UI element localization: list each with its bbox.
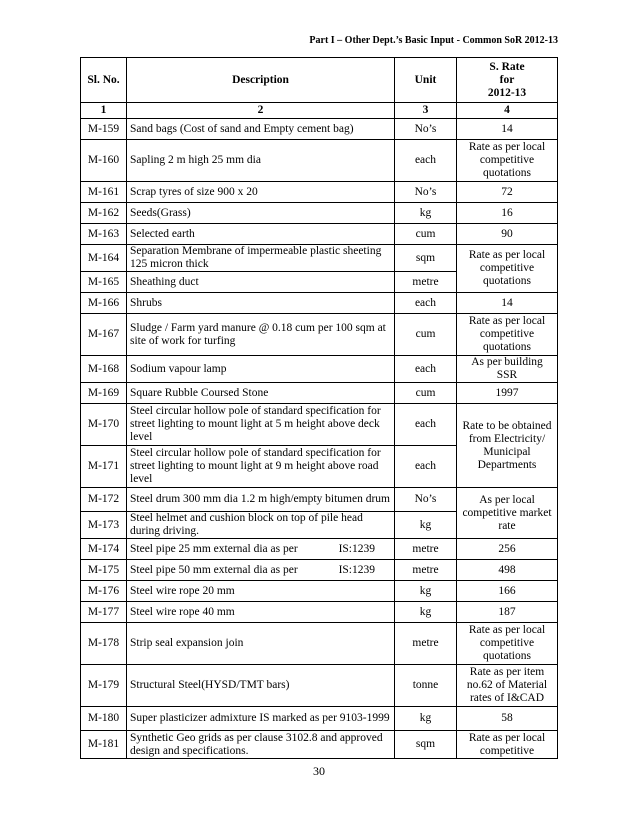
description-cell: Sand bags (Cost of sand and Empty cement bag) bbox=[127, 119, 395, 140]
unit-cell: kg bbox=[395, 581, 457, 602]
unit-cell: No’s bbox=[395, 182, 457, 203]
rate-cell: 1997 bbox=[457, 383, 558, 404]
table-body bbox=[81, 119, 558, 759]
table-row bbox=[81, 560, 558, 581]
sl-no-cell: M-176 bbox=[81, 581, 127, 602]
description-cell: Separation Membrane of impermeable plastic sheeting 125 micron thick bbox=[127, 245, 395, 272]
col-unit-header: Unit bbox=[395, 58, 457, 103]
unit-cell: kg bbox=[395, 707, 457, 731]
description-text: Steel pipe 50 mm external dia as per bbox=[130, 563, 298, 576]
table-row bbox=[81, 623, 558, 665]
rate-cell: Rate as per local competitive quotations bbox=[457, 245, 558, 293]
table-row bbox=[81, 539, 558, 560]
description-cell: Square Rubble Coursed Stone bbox=[127, 383, 395, 404]
rate-cell: 72 bbox=[457, 182, 558, 203]
page-number: 30 bbox=[313, 764, 325, 778]
description-cell: Shrubs bbox=[127, 293, 395, 314]
unit-cell: metre bbox=[395, 272, 457, 293]
table-row bbox=[81, 356, 558, 383]
rate-cell: As per local competitive market rate bbox=[457, 488, 558, 539]
unit-cell: No’s bbox=[395, 119, 457, 140]
unit-cell: kg bbox=[395, 512, 457, 539]
header-row bbox=[81, 58, 558, 103]
index-cell: 2 bbox=[127, 103, 395, 119]
unit-cell: each bbox=[395, 140, 457, 182]
unit-cell: metre bbox=[395, 560, 457, 581]
description-cell: Steel circular hollow pole of standard specification for street lighting to mount light at 9 m height above road level bbox=[127, 446, 395, 488]
rate-cell: 90 bbox=[457, 224, 558, 245]
rate-cell: 16 bbox=[457, 203, 558, 224]
table-row bbox=[81, 665, 558, 707]
sl-no-cell: M-163 bbox=[81, 224, 127, 245]
description-cell: Sapling 2 m high 25 mm dia bbox=[127, 140, 395, 182]
page-header: Part I – Other Dept.’s Basic Input - Common SoR 2012-13 bbox=[309, 35, 558, 46]
table-row bbox=[81, 488, 558, 512]
unit-cell: cum bbox=[395, 224, 457, 245]
col-rate-header: S. Rate for 2012-13 bbox=[457, 58, 558, 103]
sl-no-cell: M-181 bbox=[81, 731, 127, 759]
unit-cell: each bbox=[395, 356, 457, 383]
table-row bbox=[81, 581, 558, 602]
description-cell: Sludge / Farm yard manure @ 0.18 cum per 100 sqm at site of work for turfing bbox=[127, 314, 395, 356]
rate-cell: 166 bbox=[457, 581, 558, 602]
unit-cell: tonne bbox=[395, 665, 457, 707]
table-row bbox=[81, 293, 558, 314]
rate-cell: Rate as per local competitive quotations bbox=[457, 140, 558, 182]
rate-cell: As per building SSR bbox=[457, 356, 558, 383]
description-cell: Sodium vapour lamp bbox=[127, 356, 395, 383]
table-row bbox=[81, 707, 558, 731]
unit-cell: each bbox=[395, 293, 457, 314]
description-text: Steel pipe 25 mm external dia as per bbox=[130, 542, 298, 555]
rate-cell: 256 bbox=[457, 539, 558, 560]
sl-no-cell: M-168 bbox=[81, 356, 127, 383]
table-row bbox=[81, 245, 558, 272]
rate-cell: 187 bbox=[457, 602, 558, 623]
sl-no-cell: M-169 bbox=[81, 383, 127, 404]
sl-no-cell: M-167 bbox=[81, 314, 127, 356]
sl-no-cell: M-174 bbox=[81, 539, 127, 560]
sl-no-cell: M-166 bbox=[81, 293, 127, 314]
index-row bbox=[81, 103, 558, 119]
rate-cell: Rate as per local competitive quotations bbox=[457, 623, 558, 665]
unit-cell: each bbox=[395, 446, 457, 488]
table-row bbox=[81, 224, 558, 245]
unit-cell: cum bbox=[395, 314, 457, 356]
rate-cell: 498 bbox=[457, 560, 558, 581]
description-cell bbox=[127, 539, 395, 560]
unit-cell: metre bbox=[395, 539, 457, 560]
unit-cell: sqm bbox=[395, 731, 457, 759]
sl-no-cell: M-179 bbox=[81, 665, 127, 707]
unit-cell: kg bbox=[395, 203, 457, 224]
rate-cell: Rate as per local competitive quotations bbox=[457, 314, 558, 356]
sl-no-cell: M-170 bbox=[81, 404, 127, 446]
description-cell: Selected earth bbox=[127, 224, 395, 245]
unit-cell: cum bbox=[395, 383, 457, 404]
sl-no-cell: M-161 bbox=[81, 182, 127, 203]
unit-cell: metre bbox=[395, 623, 457, 665]
sl-no-cell: M-171 bbox=[81, 446, 127, 488]
index-cell: 3 bbox=[395, 103, 457, 119]
description-cell: Strip seal expansion join bbox=[127, 623, 395, 665]
sl-no-cell: M-175 bbox=[81, 560, 127, 581]
sl-no-cell: M-178 bbox=[81, 623, 127, 665]
sl-no-cell: M-162 bbox=[81, 203, 127, 224]
description-cell: Super plasticizer admixture IS marked as per 9103-1999 bbox=[127, 707, 395, 731]
sl-no-cell: M-164 bbox=[81, 245, 127, 272]
col-sl-header: Sl. No. bbox=[81, 58, 127, 103]
table-row bbox=[81, 602, 558, 623]
table-row bbox=[81, 404, 558, 446]
col-desc-header: Description bbox=[127, 58, 395, 103]
description-cell: Steel wire rope 20 mm bbox=[127, 581, 395, 602]
description-cell: Steel helmet and cushion block on top of pile head during driving. bbox=[127, 512, 395, 539]
rate-cell: Rate as per local competitive bbox=[457, 731, 558, 759]
sl-no-cell: M-159 bbox=[81, 119, 127, 140]
sl-no-cell: M-180 bbox=[81, 707, 127, 731]
table-row bbox=[81, 182, 558, 203]
description-cell: Structural Steel(HYSD/TMT bars) bbox=[127, 665, 395, 707]
unit-cell: each bbox=[395, 404, 457, 446]
description-cell: Seeds(Grass) bbox=[127, 203, 395, 224]
table-row bbox=[81, 731, 558, 759]
rate-cell: Rate to be obtained from Electricity/ Municipal Departments bbox=[457, 404, 558, 488]
sl-no-cell: M-177 bbox=[81, 602, 127, 623]
sl-no-cell: M-172 bbox=[81, 488, 127, 512]
sl-no-cell: M-160 bbox=[81, 140, 127, 182]
sl-no-cell: M-173 bbox=[81, 512, 127, 539]
rates-table bbox=[80, 57, 558, 759]
index-cell: 4 bbox=[457, 103, 558, 119]
description-reference: IS:1239 bbox=[338, 563, 375, 576]
sl-no-cell: M-165 bbox=[81, 272, 127, 293]
table-row bbox=[81, 383, 558, 404]
description-cell: Scrap tyres of size 900 x 20 bbox=[127, 182, 395, 203]
description-cell: Steel circular hollow pole of standard specification for street lighting to mount light at 5 m height above deck level bbox=[127, 404, 395, 446]
description-cell: Synthetic Geo grids as per clause 3102.8 and approved design and specifications. bbox=[127, 731, 395, 759]
description-cell: Steel drum 300 mm dia 1.2 m high/empty bitumen drum bbox=[127, 488, 395, 512]
table-row bbox=[81, 314, 558, 356]
index-cell: 1 bbox=[81, 103, 127, 119]
description-cell: Sheathing duct bbox=[127, 272, 395, 293]
description-reference: IS:1239 bbox=[338, 542, 375, 555]
rate-cell: Rate as per item no.62 of Material rates of I&CAD bbox=[457, 665, 558, 707]
rate-cell: 14 bbox=[457, 293, 558, 314]
table-row bbox=[81, 119, 558, 140]
description-cell: Steel wire rope 40 mm bbox=[127, 602, 395, 623]
rate-cell: 58 bbox=[457, 707, 558, 731]
description-cell bbox=[127, 560, 395, 581]
unit-cell: No’s bbox=[395, 488, 457, 512]
table-row bbox=[81, 203, 558, 224]
unit-cell: kg bbox=[395, 602, 457, 623]
unit-cell: sqm bbox=[395, 245, 457, 272]
table-row bbox=[81, 140, 558, 182]
rate-cell: 14 bbox=[457, 119, 558, 140]
